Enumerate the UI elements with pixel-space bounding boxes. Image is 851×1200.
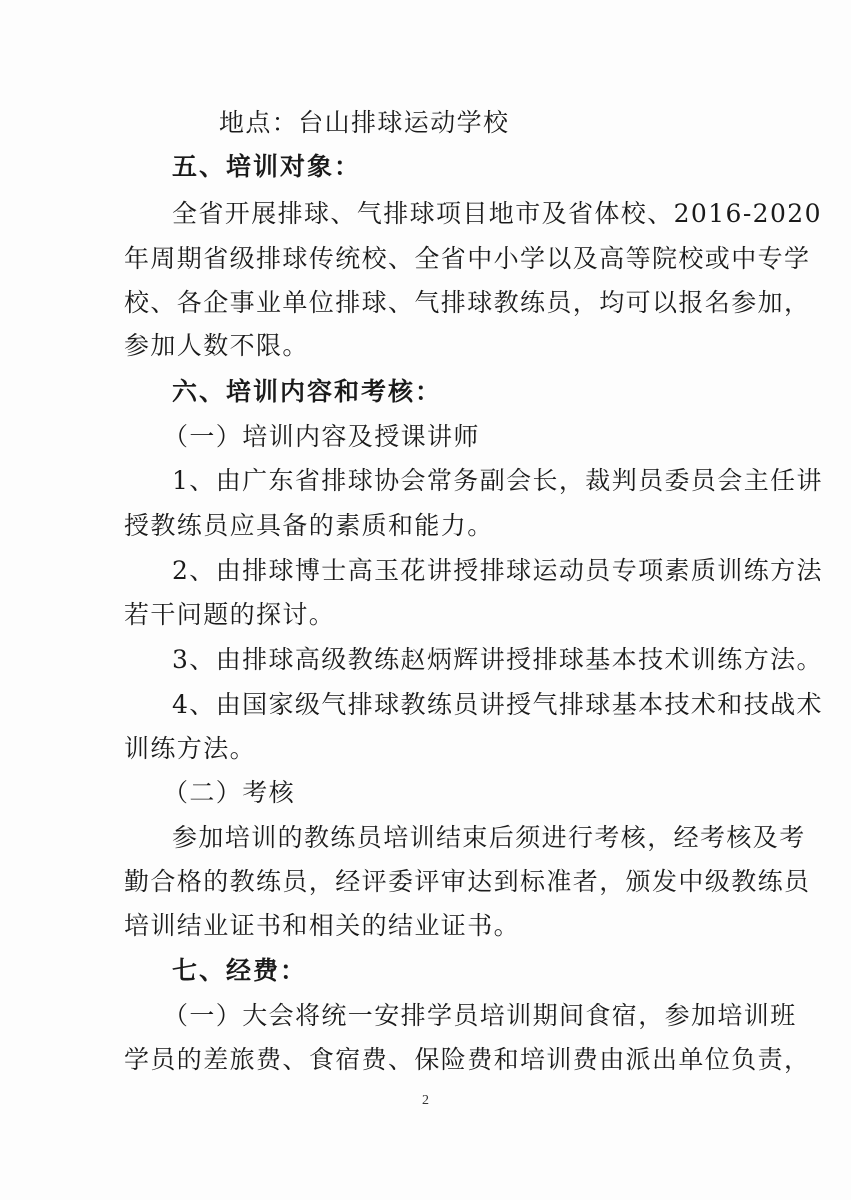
section5-line-3: 校、各企事业单位排球、气排球教练员，均可以报名参加， [124,288,811,317]
item4-line-2: 训练方法。 [124,734,257,763]
section6-sub1: （一）培训内容及授课讲师 [163,422,480,451]
item1-line-1: 1、由广东省排球协会常务副会长，裁判员委员会主任讲 [172,466,823,495]
item2-line-1: 2、由排球博士高玉花讲授排球运动员专项素质训练方法 [172,556,823,585]
location-line: 地点：台山排球运动学校 [219,108,510,137]
section5-line-2: 年周期省级排球传统校、全省中小学以及高等院校或中专学 [124,244,811,273]
assessment-line-3: 培训结业证书和相关的结业证书。 [124,911,521,940]
assessment-line-2: 勤合格的教练员，经评委评审达到标准者，颁发中级教练员 [124,867,811,896]
item2-line-2: 若干问题的探讨。 [124,600,336,629]
item1-line-2: 授教练员应具备的素质和能力。 [124,511,494,540]
section5-heading: 五、培训对象： [172,152,362,181]
section6-heading: 六、培训内容和考核： [172,377,443,406]
item4-line-1: 4、由国家级气排球教练员讲授气排球基本技术和技战术 [172,690,823,719]
assessment-line-1: 参加培训的教练员培训结束后须进行考核，经考核及考 [172,823,806,852]
section7-line-1: （一）大会将统一安排学员培训期间食宿，参加培训班 [163,1001,797,1030]
page-number: 2 [422,1093,429,1108]
section7-line-2: 学员的差旅费、食宿费、保险费和培训费由派出单位负责， [124,1045,811,1074]
section6-sub2: （二）考核 [163,778,296,807]
item3-line-1: 3、由排球高级教练赵炳辉讲授排球基本技术训练方法。 [172,645,823,674]
section5-line-4: 参加人数不限。 [124,331,309,360]
section7-heading: 七、经费： [172,956,308,985]
section5-line-1: 全省开展排球、气排球项目地市及省体校、2016-2020 [172,199,822,228]
